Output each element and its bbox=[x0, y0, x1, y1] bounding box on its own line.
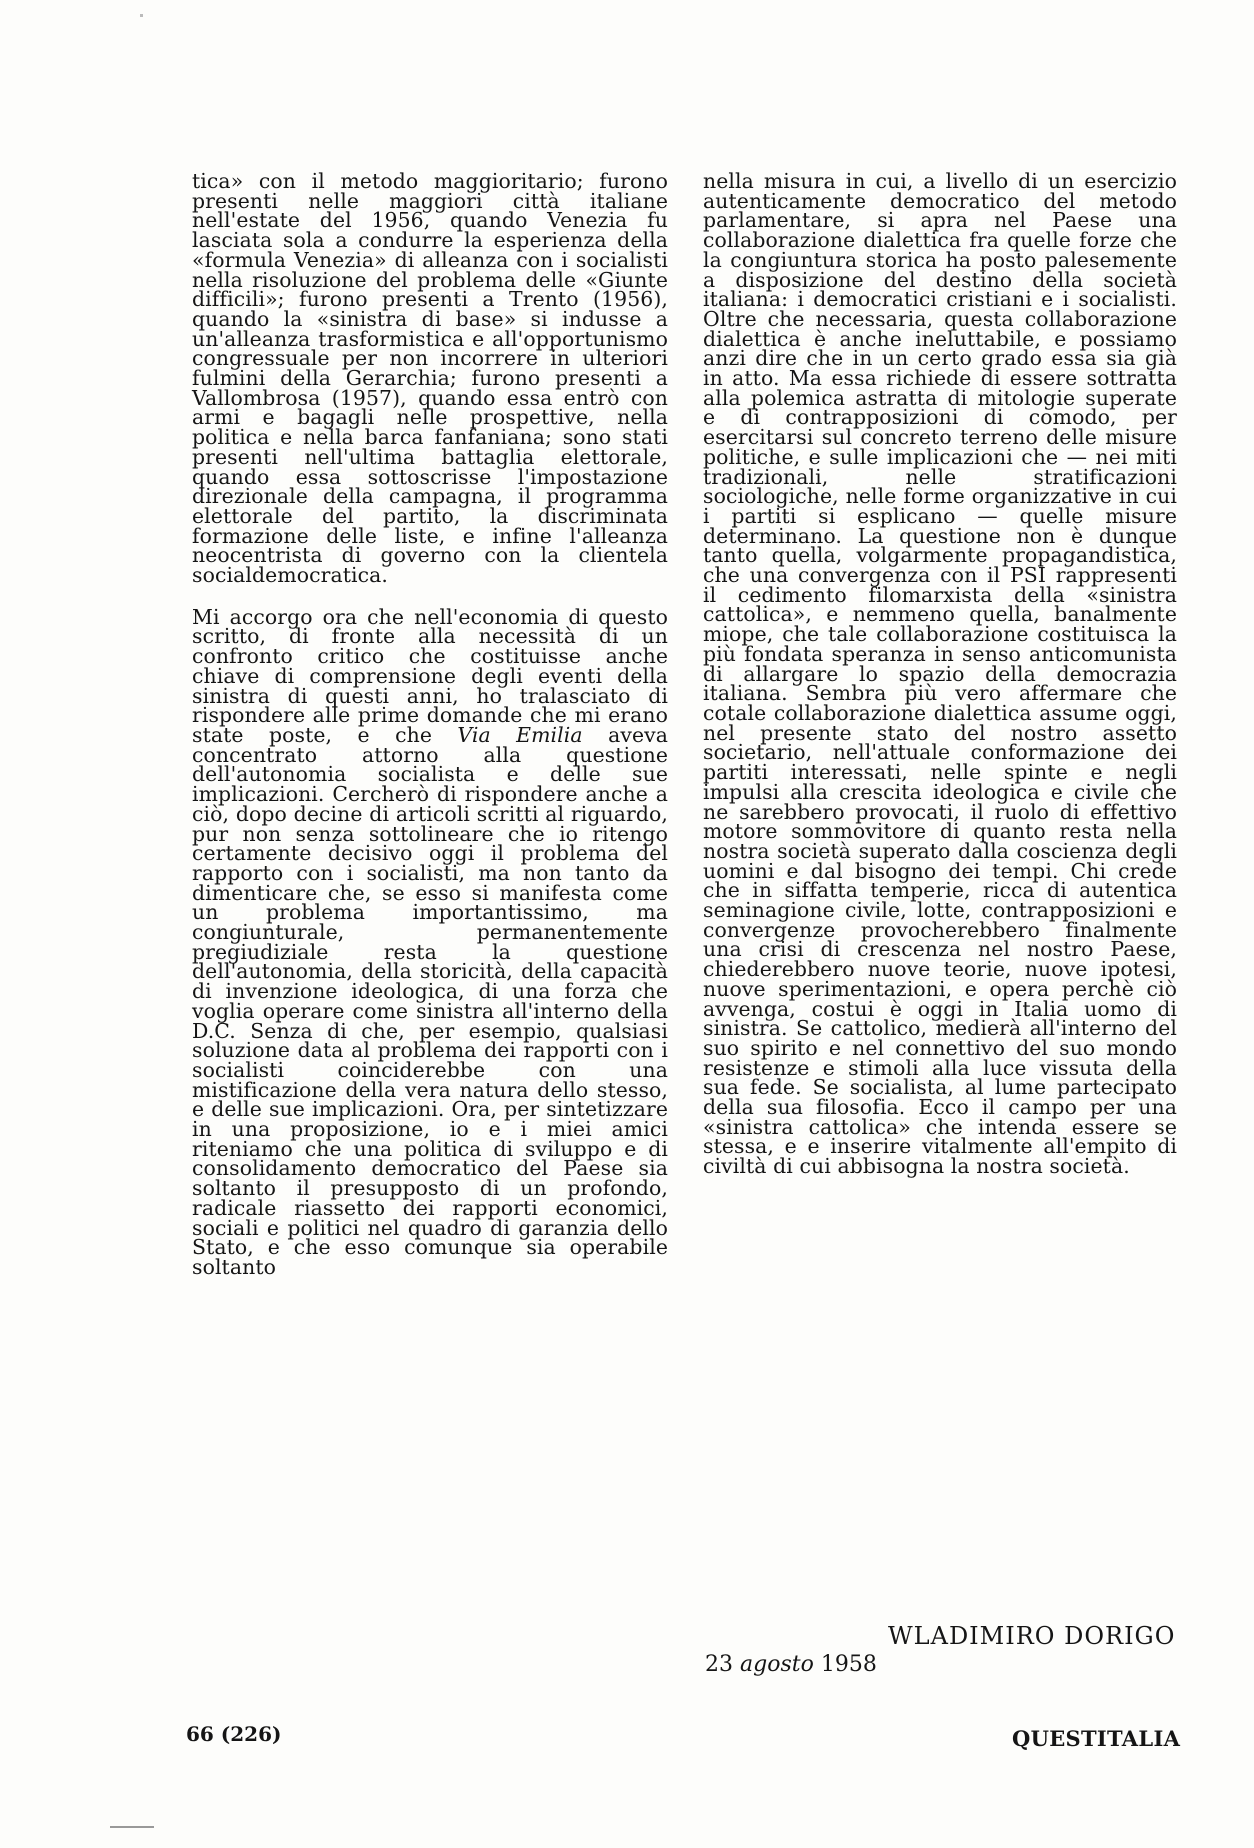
author-signature: WLADIMIRO DORIGO bbox=[888, 1622, 1176, 1650]
via-emilia-title: Via Emilia bbox=[457, 722, 583, 747]
page-number: 66 (226) bbox=[186, 1722, 282, 1746]
left-paragraph-2 bbox=[192, 604, 669, 1279]
article-date bbox=[705, 1652, 877, 1677]
right-column bbox=[703, 169, 1177, 1179]
left-paragraph-2-text-b: aveva concentrato attorno alla questione dell'autonomia socialista e delle sue implicazioni. Cercherò di rispondere anche a ciò, dopo decine di articoli scritti al riguardo, pur non senza sottolineare che io ritengo certamente decisivo oggi il problema del rapporto con i socialisti, ma non tanto da dimenticare che, se esso si manifesta come un problema importantissimo, ma congiunturale, permanentemente pregiudiziale resta la questione dell'autonomia, della storicità, della capacità di invenzione ideologica, di una forza che voglia operare come sinistra all'interno della D.C. Senza di che, per esempio, qualsiasi soluzione data al problema dei rapporti con i socialisti coinciderebbe con una mistificazione della vera natura dello stesso, e delle sue implicazioni. Ora, per sintetizzare in una proposizione, io e i miei amici riteniamo che una politica di sviluppo e di consolidamento democratico del Paese sia soltanto il presupposto di un profondo, radicale riassetto dei rapporti economici, sociali e politici nel quadro di garanzia dello Stato, e che esso comunque sia operabile soltanto bbox=[192, 722, 669, 1279]
left-column bbox=[192, 169, 669, 1279]
right-paragraph-1: nella misura in cui, a livello di un esercizio autenticamente democratico del metodo parlamentare, si apra nel Paese una collaborazione dialettica fra quelle forze che la congiuntura storica ha posto palesemente a disposizione del destino della società italiana: i democratici cristiani e i socialisti. Oltre che necessaria, questa collaborazione dialettica è anche ineluttabile, e possiamo anzi dire che in un certo grado essa sia già in atto. Ma essa richiede di essere sottratta alla polemica astratta di mitologie superate e di contrapposizioni di comodo, per esercitarsi sul concreto terreno delle misure politiche, e sulle implicazioni che — nei miti tradizionali, nelle stratificazioni sociologiche, nelle forme organizzative in cui i partiti si esplicano — quelle misure determinano. La questione non è dunque tanto quella, volgarmente propagandistica, che una convergenza con il PSI rappresenti il cedimento filomarxista della «sinistra cattolica», e nemmeno quella, banalmente miope, che tale collaborazione costituisca la più fondata speranza in senso anticomunista di allargare lo spazio della democrazia italiana. Sembra più vero affermare che cotale collaborazione dialettica assume oggi, nel presente stato del nostro assetto societario, nell'attuale conformazione dei partiti interessati, nelle spinte e negli impulsi alla crescita ideologica e civile che ne sarebbero provocati, il ruolo di effettivo motore sommovitore di quanto resta nella nostra società superato dalla coscienza degli uomini e dal bisogno dei tempi. Chi crede che in siffatta temperie, ricca di autentica seminagione civile, lotte, contrapposizioni e convergenze provocherebbero finalmente una crisi di crescenza nel nostro Paese, chiederebbero nuove teorie, nuove ipotesi, nuove sperimentazioni, e opera perchè ciò avvenga, costui è oggi in Italia uomo di sinistra. Se cattolico, medierà all'interno del suo spirito e nel connettivo del suo mondo resistenze e stimoli alla luce vissuta della sua fede. Se socialista, al lume partecipato della sua filosofia. Ecco il campo per una «sinistra cattolica» che intenda essere se stessa, e e inserire vitalmente all'empito di civiltà di cui abbisogna la nostra società. bbox=[703, 169, 1177, 1179]
scan-speck bbox=[140, 14, 143, 17]
left-paragraph-1: tica» con il metodo maggioritario; furono presenti nelle maggiori città italiane nell'estate del 1956, quando Venezia fu lasciata sola a condurre la esperienza della «formula Venezia» di alleanza con i socialisti nella risoluzione del problema delle «Giunte difficili»; furono presenti a Trento (1956), quando la «sinistra di base» si indusse a un'alleanza trasformistica e all'opportunismo congressuale per non incorrere in ulteriori fulmini della Gerarchia; furono presenti a Vallombrosa (1957), quando essa entrò con armi e bagagli nelle prospettive, nella politica e nella barca fanfaniana; sono stati presenti nell'ultima battaglia elettorale, quando essa sottoscrisse l'impostazione direzionale della campagna, il programma elettorale del partito, la discriminata formazione delle liste, e infine l'alleanza neocentrista di governo con la clientela socialdemocratica. bbox=[192, 169, 668, 588]
date-text: 23 agosto 1958 bbox=[705, 1652, 877, 1677]
journal-name: QUESTITALIA bbox=[1012, 1726, 1181, 1751]
left-paragraph-2-text-a: Mi accorgo ora che nell'economia di questo scritto, di fronte alla necessità di un confronto critico che costituisse anche chiave di comprensione degli eventi della sinistra di questi anni, ho tralasciato di rispondere alle prime domande che mi erano state poste, e che bbox=[192, 604, 668, 747]
scan-mark bbox=[110, 1826, 154, 1828]
